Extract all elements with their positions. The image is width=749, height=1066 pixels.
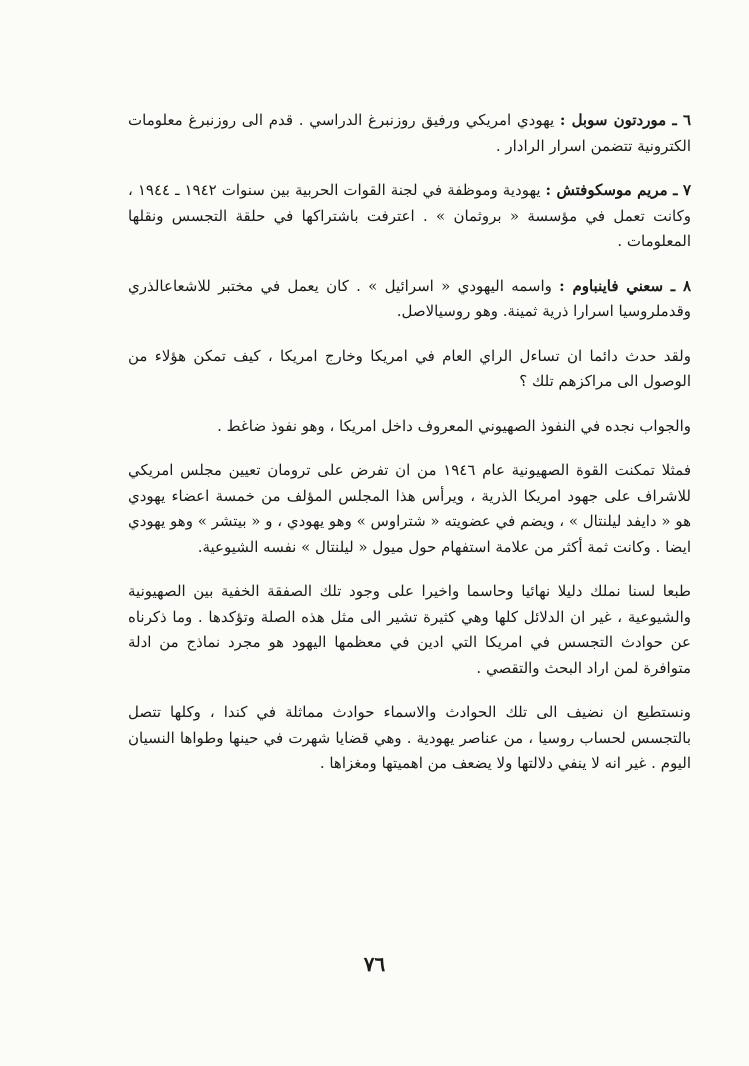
paragraph-7 [128,579,691,681]
paragraph-1 [128,108,691,159]
paragraph-3 [128,274,691,325]
paragraph-3-text: واسمه اليهودي « اسرائيل » . كان يعمل في مختبر للاشعاعالذري وقدملروسيا اسرارا ذرية ثمينة. وهو روسيالاصل. [128,276,691,320]
paragraph-8-text: ونستطيع ان نضيف الى تلك الحوادث والاسماء حوادث مماثلة في كندا ، وكلها تتصل بالتجسس لحساب روسيا ، من عناصر يهودية . وهي قضايا شهرت في حينها وطواها النسيان اليوم . غير انه لا ينفي دلالتها ولا يضعف من اهميتها ومغزاها . [128,703,691,772]
paragraph-8 [128,700,691,777]
page-number: ٧٦ [363,952,386,976]
body-text [128,108,691,796]
paragraph-2-text: يهودية وموظفة في لجنة القوات الحربية بين سنوات ١٩٤٢ ـ ١٩٤٤ ، وكانت تعمل في مؤسسة « بروثمان » . اعترفت باشتراكها في حلقة التجسس ونقلها المعلومات . [128,181,691,250]
paragraph-5 [128,414,691,440]
paragraph-3-lead: ٨ ـ سعني فاينباوم : [559,276,691,295]
paragraph-1-text: يهودي امريكي ورفيق روزنبرغ الدراسي . قدم الى روزنبرغ معلومات الكترونية تتضمن اسرار الرادار . [128,111,691,155]
paragraph-5-text: والجواب نجده في النفوذ الصهيوني المعروف داخل امريكا ، وهو نفوذ ضاغط . [217,416,691,435]
paragraph-4-text: ولقد حدث دائما ان تساءل الراي العام في امريكا وخارج امريكا ، كيف تمكن هؤلاء من الوصول الى مراكزهم تلك ؟ [128,346,691,390]
paragraph-7-text: طبعا لسنا نملك دليلا نهائيا وحاسما واخيرا على وجود تلك الصفقة الخفية بين الصهيونية والشيوعية ، غير ان الدلائل كلها وهي كثيرة تشير الى مثل هذه الصلة وتؤكدها . وما ذكرناه عن حوادث التجسس في امريكا التي ادين في معظمها اليهود هو مجرد نماذج من ادلة متوافرة لمن اراد البحث والتقصي . [128,582,691,677]
paragraph-2-lead: ٧ ـ مريم موسكوفتش : [545,181,692,199]
paragraph-2 [128,178,691,255]
paragraph-6 [128,458,691,560]
paragraph-4 [128,344,691,395]
paragraph-6-text: فمثلا تمكنت القوة الصهيونية عام ١٩٤٦ من ان تفرض على ترومان تعيين مجلس امريكي للاشراف على جهود امريكا الذرية ، ويرأس هذا المجلس المؤلف من خمسة اعضاء يهودي هو « دايفد ليلنتال » ، ويضم في عضويته « شتراوس » وهو يهودي ، و « بيتشر » وهو يهودي ايضا . وكانت ثمة أكثر من علامة استفهام حول ميول « ليلنتال » نفسه الشيوعية. [128,461,691,556]
paragraph-1-lead: ٦ ـ موردتون سوبل : [559,111,691,129]
